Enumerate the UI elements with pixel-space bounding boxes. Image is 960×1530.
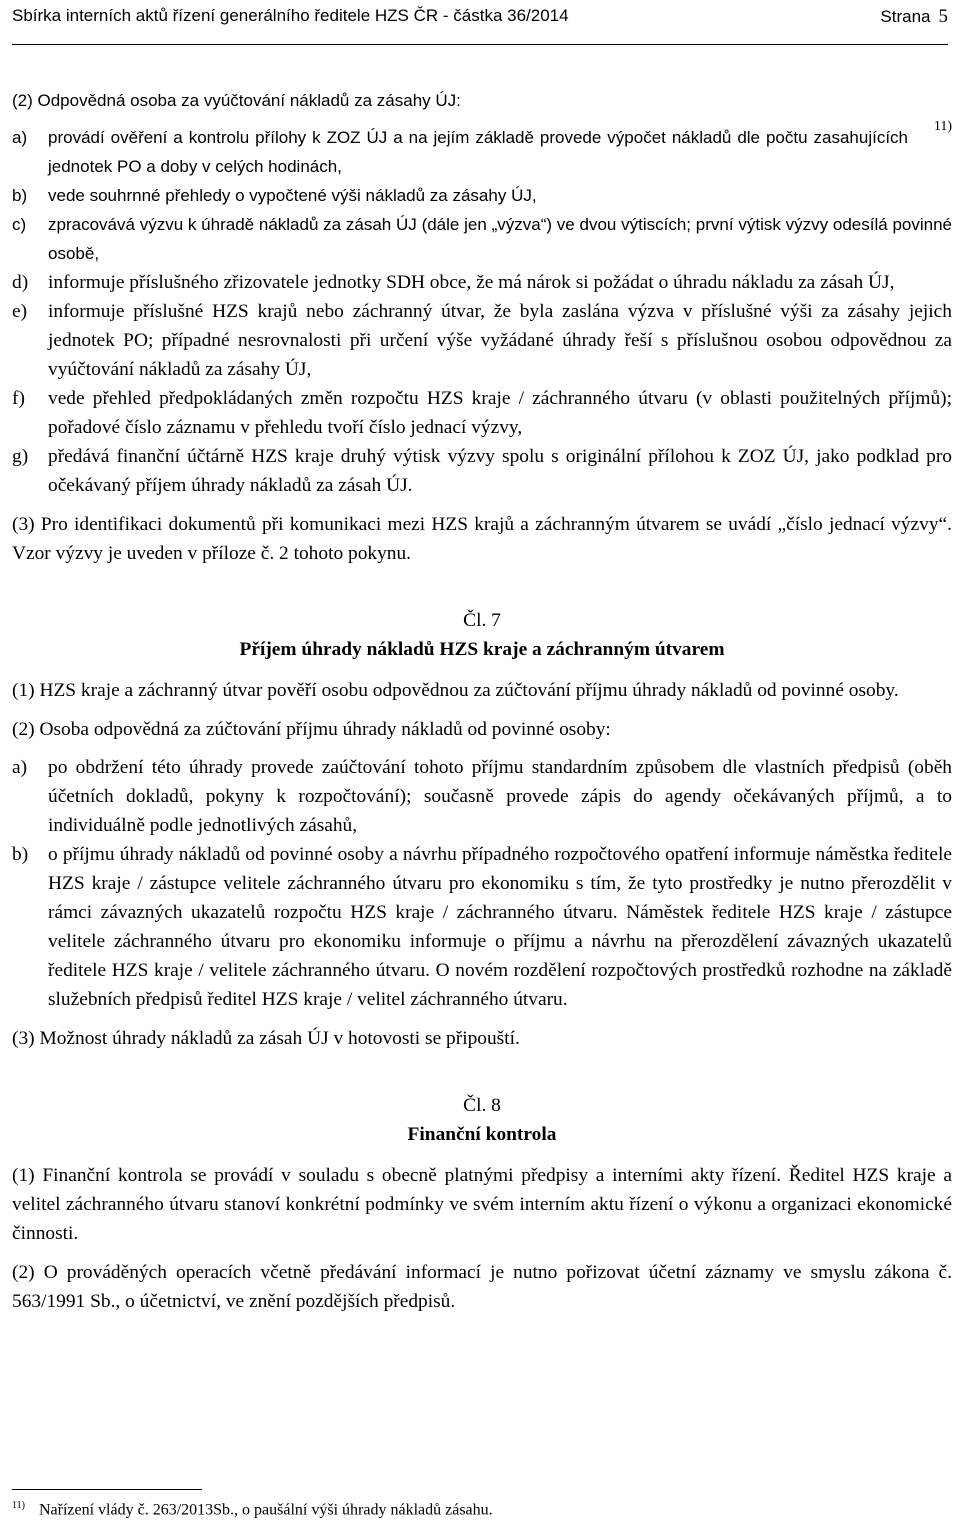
list-item: [12, 442, 952, 500]
list-item-label: a): [12, 128, 28, 147]
page-label: Strana: [880, 7, 931, 26]
list-item: [12, 384, 952, 442]
article-7-paragraph-3: (3) Možnost úhrady nákladů za zásah ÚJ v hotovosti se připouští.: [12, 1028, 520, 1049]
list-item-label: b): [12, 186, 28, 205]
header-title: Sbírka interních aktů řízení generálního ředitele HZS ČR - částka 36/2014: [12, 6, 569, 25]
article-8-paragraph-2: (2) O prováděných operacích včetně předávání informací je nutno pořizovat účetní záznamy ve smyslu zákona č. 563/1991 Sb., o účetnictví, ve znění pozdějších předpisů.: [12, 1262, 952, 1312]
footnote-ref: 11): [933, 119, 952, 134]
list-item: [12, 119, 952, 181]
list-item-text: [48, 119, 952, 181]
section-2-list: [12, 119, 952, 268]
footnote: [12, 1500, 493, 1519]
list-item: [12, 181, 952, 210]
list-item-text: vede souhrnné přehledy o vypočtené výši nákladů za zásahy ÚJ,: [48, 186, 537, 205]
list-item-text: po obdržení této úhrady provede zaúčtování tohoto příjmu standardním způsobem dle vlastních předpisů (oběh účetních dokladů, pokyny k rozpočtování); současně provede zápis do agendy očekávaných příjmů, a to individuálně podle jednotlivých zásahů,: [48, 757, 952, 836]
list-item: [12, 268, 952, 297]
list-item-text: zpracovává výzvu k úhradě nákladů za zásah ÚJ (dále jen „výzva“) ve dvou výtiscích; první výtisk výzvy odesílá povinné osobě,: [48, 215, 952, 263]
article-7-paragraph-1: (1) HZS kraje a záchranný útvar pověří osobu odpovědnou za zúčtování příjmu úhrady nákladů od povinné osoby.: [12, 680, 899, 701]
section-2-list-cont: [12, 268, 952, 500]
document-body: [12, 86, 952, 1316]
article-7-list: [12, 753, 952, 1014]
article-7-number: Čl. 7: [463, 610, 501, 631]
article-8-number: Čl. 8: [463, 1095, 501, 1116]
article-7-paragraph-2-intro: (2) Osoba odpovědná za zúčtování příjmu úhrady nákladů od povinné osoby:: [12, 719, 611, 740]
list-item-text: vede přehled předpokládaných změn rozpočtu HZS kraje / záchranného útvaru (v oblasti použitelných příjmů); pořadové číslo záznamu v přehledu tvoří číslo jednací výzvy,: [48, 388, 952, 438]
list-item-text-content: provádí ověření a kontrolu přílohy k ZOZ ÚJ a na jejím základě provede výpočet nákladů dle počtu zasahujících jednotek PO a doby v celých hodinách,: [48, 128, 908, 176]
list-item-label: c): [12, 215, 27, 234]
list-item: [12, 297, 952, 384]
list-item-text: informuje příslušného zřizovatele jednotky SDH obce, že má nárok si požádat o úhradu nákladu za zásah ÚJ,: [48, 272, 895, 293]
list-item-label: f): [12, 388, 25, 409]
list-item-label: e): [12, 301, 28, 322]
footnote-marker: 11): [12, 1500, 25, 1511]
section-2-intro: (2) Odpovědná osoba za vyúčtování nákladů za zásahy ÚJ:: [12, 91, 461, 110]
section-3-paragraph: (3) Pro identifikaci dokumentů při komunikaci mezi HZS krajů a záchranným útvarem se uvádí „číslo jednací výzvy“. Vzor výzvy je uveden v příloze č. 2 tohoto pokynu.: [12, 514, 952, 564]
list-item-label: a): [12, 757, 28, 778]
list-item: [12, 753, 952, 840]
list-item-text: informuje příslušné HZS krajů nebo záchranný útvar, že byla zaslána výzva v příslušné výši za zásahy jejich jednotek PO; případné nesrovnalosti při určení výše vyžádané úhrady řeší s příslušnou osobou odpovědnou za vyúčtování nákladů za zásahy ÚJ,: [48, 301, 952, 380]
footnote-divider: [12, 1489, 202, 1490]
footnote-text: Nařízení vlády č. 263/2013Sb., o paušální výši úhrady nákladů zásahu.: [38, 1501, 493, 1519]
list-item: [12, 840, 952, 1014]
list-item-label: g): [12, 446, 29, 467]
article-8-title: Finanční kontrola: [407, 1124, 557, 1145]
list-item-text: předává finanční účtárně HZS kraje druhý výtisk výzvy spolu s originální přílohou k ZOZ ÚJ, jako podklad pro očekávaný příjem úhrady nákladů za zásah ÚJ.: [48, 446, 952, 496]
list-item: [12, 210, 952, 268]
page-number: 5: [938, 6, 948, 27]
list-item-text: o příjmu úhrady nákladů od povinné osoby a návrhu případného rozpočtového opatření informuje náměstka ředitele HZS kraje / zástupce velitele záchranného útvaru pro ekonomiku s tím, že tyto prostředky je nutno přerozdělit v rámci závazných ukazatelů rozpočtu HZS kraje / záchranného útvaru. Náměstek ředitele HZS kraje / zástupce velitele záchranného útvaru pro ekonomiku informuje o příjmu a návrhu na přerozdělení závazných ukazatelů ředitele HZS kraje / velitele záchranného útvaru. O novém rozdělení rozpočtových prostředků rozhodne na základě služebních předpisů ředitel HZS kraje / velitel záchranného útvaru.: [48, 844, 952, 1010]
list-item-label: b): [12, 844, 29, 865]
article-7-title: Příjem úhrady nákladů HZS kraje a záchranným útvarem: [239, 639, 725, 660]
header-page: [880, 6, 948, 28]
article-8-paragraph-1: (1) Finanční kontrola se provádí v souladu s obecně platnými předpisy a interními akty řízení. Ředitel HZS kraje a velitel záchranného útvaru stanoví konkrétní podmínky ve svém interním aktu řízení o výkonu a organizaci ekonomické činnosti.: [12, 1165, 952, 1244]
list-item-label: d): [12, 272, 29, 293]
page-header: [12, 0, 948, 45]
